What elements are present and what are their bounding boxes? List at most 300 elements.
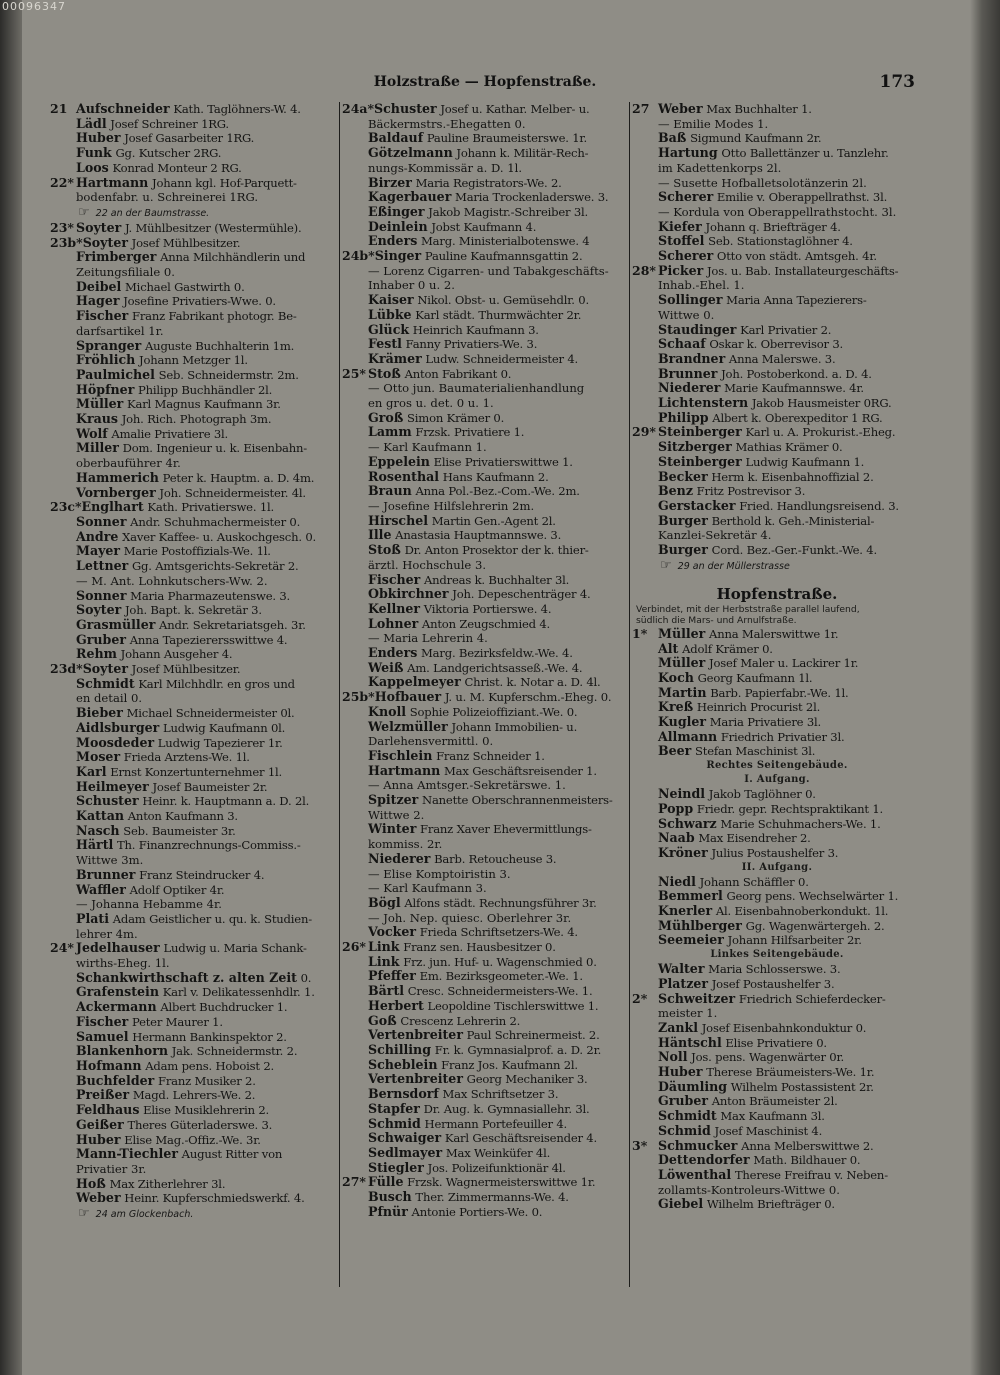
resident-surname: Busch: [368, 1189, 412, 1205]
resident-surname: Bernsdorf: [368, 1086, 439, 1102]
directory-entry: [342, 1058, 628, 1073]
directory-entry: [632, 1065, 922, 1080]
house-number: 21: [50, 102, 68, 116]
resident-details: Johann k. Militär-Rech-: [456, 146, 589, 161]
resident-details: Joh. Bapt. k. Sekretär 3.: [124, 603, 262, 618]
directory-entry: [50, 530, 338, 545]
resident-details: Mathias Krämer 0.: [735, 440, 843, 455]
resident-details: Andr. Sekretariatsgeh. 3r.: [159, 617, 306, 632]
resident-details: Gg. Kutscher 2RG.: [115, 146, 222, 161]
column-3: [632, 102, 922, 1297]
resident-surname: Hartung: [658, 145, 718, 161]
resident-surname: Fischer: [76, 308, 129, 324]
resident-details: Franz Musiker 2.: [157, 1073, 256, 1088]
directory-entry: [50, 383, 338, 398]
resident-surname: Link: [368, 953, 400, 969]
resident-details: Ernst Konzertunternehmer 1l.: [110, 764, 282, 779]
resident-surname: Jedelhauser: [76, 940, 160, 956]
resident-details: Xaver Kaffee- u. Auskochgesch. 0.: [122, 529, 316, 544]
directory-entry: [632, 337, 922, 352]
resident-surname: Noll: [658, 1049, 688, 1065]
resident-surname: Kreß: [658, 699, 694, 715]
resident-details: Sophie Polizeioffiziant.-We. 0.: [409, 704, 578, 719]
resident-surname: Pfnür: [368, 1203, 408, 1219]
book-binding-shadow: [0, 0, 22, 1375]
resident-details: Josef u. Kathar. Melber- u.: [440, 102, 590, 116]
note-text: 24 am Glockenbach.: [95, 1209, 194, 1221]
resident-surname: Philipp: [658, 409, 709, 425]
section-subheading: I. Aufgang.: [744, 774, 810, 786]
resident-surname: Schmucker: [658, 1137, 738, 1153]
resident-surname: Benz: [658, 483, 693, 499]
resident-surname: Goß: [368, 1012, 397, 1028]
resident-details: Gg. Wagenwärtergeh. 2.: [745, 918, 885, 933]
resident-details: Andr. Schuhmachermeister 0.: [130, 514, 301, 529]
directory-entry: [632, 455, 922, 470]
resident-surname: Link: [368, 939, 400, 955]
directory-entry: [50, 794, 338, 809]
resident-surname: Sedlmayer: [368, 1144, 443, 1160]
resident-details: Jos. u. Bab. Installateurgeschäfts-: [706, 263, 899, 278]
resident-details: Hermann Bankinspektor 2.: [132, 1029, 287, 1044]
resident-details: Jobst Kaufmann 4.: [431, 219, 537, 234]
column-3-entries-a: [632, 102, 922, 574]
street-description-line: südlich die Mars- und Arnulfstraße.: [636, 615, 797, 627]
resident-details: Al. Eisenbahnoberkondukt. 1l.: [715, 904, 889, 919]
house-number: 1*: [632, 625, 648, 641]
resident-surname: Burger: [658, 542, 708, 558]
directory-entry: [632, 671, 922, 686]
entry-continuation: lehrer 4m.: [76, 926, 138, 941]
resident-details: Joh. Rich. Photograph 3m.: [121, 412, 272, 427]
resident-details: Maria Registrators-We. 2.: [415, 175, 562, 190]
resident-surname: Weber: [76, 1190, 121, 1206]
directory-entry: [342, 1190, 628, 1205]
resident-surname: Lichtenstern: [658, 395, 749, 411]
directory-entry: [342, 793, 628, 808]
directory-entry: [342, 999, 628, 1014]
resident-details: Anna Tapezierersswittwe 4.: [129, 632, 288, 647]
resident-surname: Lamm: [368, 424, 412, 440]
resident-details: Josef Mühlbesitzer.: [131, 235, 241, 250]
resident-surname: Schweitzer: [658, 990, 736, 1006]
entry-continuation: oberbauführer 4r.: [76, 456, 181, 471]
entry-continuation: — Anna Amtsger.-Sekretärswe. 1.: [368, 778, 566, 793]
house-number: 29*: [632, 424, 656, 440]
directory-entry: [50, 559, 338, 574]
resident-details: Michael Gastwirth 0.: [125, 279, 245, 294]
resident-surname: Enders: [368, 233, 418, 249]
house-number: 25*: [342, 365, 366, 381]
resident-surname: Fischlein: [368, 747, 433, 763]
directory-entry: [342, 896, 628, 911]
street-corner-note: [50, 205, 338, 221]
resident-details: Philipp Buchhändler 2l.: [138, 382, 273, 397]
resident-surname: Moosdeder: [76, 734, 155, 750]
entry-continuation: im Kadettenkorps 2l.: [658, 160, 782, 175]
resident-details: Adolf Optiker 4r.: [129, 882, 225, 897]
directory-entry: [342, 543, 628, 558]
resident-details: Jakob Magistr.-Schreiber 3l.: [428, 204, 589, 219]
resident-surname: Kattan: [76, 808, 125, 824]
resident-details: Max Zitherlehrer 3l.: [109, 1176, 226, 1191]
entry-continuation: ärztl. Hochschule 3.: [368, 557, 487, 572]
resident-details: Adam pens. Hoboist 2.: [145, 1059, 275, 1073]
resident-surname: Brunner: [658, 365, 718, 381]
resident-details: Maria Anna Tapezierers-: [726, 293, 867, 308]
entry-continuation: — Otto jun. Baumaterialienhandlung: [368, 381, 585, 396]
resident-details: Fritz Postrevisor 3.: [696, 484, 806, 499]
directory-entry: [50, 250, 338, 265]
resident-surname: Knoll: [368, 703, 407, 719]
resident-surname: Wolf: [76, 425, 108, 441]
resident-details: Dr. Aug. k. Gymnasiallehr. 3l.: [423, 1101, 590, 1116]
resident-details: Magd. Lehrers-We. 2.: [132, 1088, 256, 1103]
directory-entry: [632, 220, 922, 235]
directory-entry: [632, 1094, 922, 1109]
entry-continuation: Wittwe 3m.: [76, 853, 144, 868]
resident-details: Adam Geistlicher u. qu. k. Studien-: [112, 911, 312, 926]
directory-entry: [342, 337, 628, 352]
resident-surname: Lübke: [368, 306, 412, 322]
directory-entry: [632, 992, 922, 1007]
resident-surname: Feldhaus: [76, 1102, 140, 1118]
resident-details: Heinrich Procurist 2l.: [696, 700, 821, 715]
directory-entry: [50, 824, 338, 839]
house-number: 28*: [632, 262, 656, 278]
resident-details: Heinr. k. Hauptmann a. D. 2l.: [142, 794, 310, 809]
house-number: 24a*: [342, 102, 375, 116]
resident-details: Nanette Oberschrannenmeisters-: [422, 793, 613, 808]
directory-entry: [50, 883, 338, 898]
resident-surname: Hammerich: [76, 469, 159, 485]
directory-entry: [342, 220, 628, 235]
entry-continuation: zollamts-Kontroleurs-Wittwe 0.: [658, 1182, 840, 1197]
resident-surname: Picker: [658, 262, 704, 278]
resident-surname: Aufschneider: [76, 102, 170, 116]
directory-entry: [632, 293, 922, 308]
resident-details: Max Weinküfer 4l.: [445, 1145, 551, 1160]
resident-surname: Platzer: [658, 975, 709, 991]
directory-entry: [50, 486, 338, 501]
resident-surname: Schmidt: [76, 675, 135, 691]
entry-continuation: Wittwe 2.: [368, 807, 425, 822]
resident-surname: Schankwirthschaft z. alten Zeit: [76, 969, 297, 985]
resident-surname: Däumling: [658, 1078, 728, 1094]
directory-entry: [50, 941, 338, 956]
resident-details: Julius Postaushelfer 3.: [711, 845, 839, 860]
directory-entry: [50, 809, 338, 824]
resident-surname: Knerler: [658, 903, 713, 919]
resident-surname: Spranger: [76, 337, 142, 353]
directory-entry: [342, 205, 628, 220]
directory-entry: [342, 720, 628, 735]
resident-details: Heinrich Kaufmann 3.: [412, 322, 539, 337]
resident-details: Michael Schneidermeister 0l.: [126, 706, 295, 721]
directory-entry: [632, 802, 922, 817]
entry-continuation: — Johanna Hebamme 4r.: [76, 897, 222, 912]
resident-details: Cord. Bez.-Ger.-Funkt.-We. 4.: [711, 543, 877, 558]
directory-entry: [632, 656, 922, 671]
resident-details: Math. Bildhauer 0.: [753, 1153, 861, 1168]
resident-surname: Singer: [374, 248, 422, 264]
resident-surname: Müller: [658, 655, 706, 671]
resident-details: Therese Bräumeisters-We. 1r.: [706, 1065, 875, 1080]
directory-entry: [50, 1074, 338, 1089]
resident-details: Elise Privatiere 0.: [725, 1035, 827, 1050]
resident-surname: Vertenbreiter: [368, 1027, 463, 1043]
directory-entry: [50, 441, 338, 456]
directory-entry: [342, 1205, 628, 1220]
directory-entry: [50, 633, 338, 648]
pointing-hand-icon: ☞: [660, 557, 672, 573]
directory-entry: [50, 515, 338, 530]
directory-entry: [632, 919, 922, 934]
page-header: [55, 72, 915, 96]
directory-entry: [50, 1103, 338, 1118]
house-number: 23*: [50, 219, 74, 235]
entry-continuation: en detail 0.: [76, 691, 143, 706]
resident-details: Franz Jos. Kaufmann 2l.: [441, 1057, 578, 1072]
resident-surname: Bieber: [76, 705, 123, 721]
resident-details: Pauline Braumeisterswe. 1r.: [426, 131, 587, 146]
resident-details: Joh. Schneidermeister. 4l.: [159, 485, 306, 500]
directory-entry: [50, 971, 338, 986]
house-number: 23d*: [50, 661, 83, 677]
resident-details: Karl Privatier 2.: [740, 322, 832, 337]
resident-details: Johann Immobilien- u.: [451, 719, 578, 734]
directory-entry: [50, 1044, 338, 1059]
resident-surname: Dettendorfer: [658, 1152, 750, 1168]
resident-surname: Blankenhorn: [76, 1043, 168, 1059]
resident-details: Ther. Zimmermanns-We. 4.: [415, 1190, 569, 1205]
resident-surname: Fülle: [368, 1174, 404, 1190]
directory-entry: [632, 102, 922, 117]
resident-surname: Samuel: [76, 1028, 129, 1044]
resident-details: Martin Gen.-Agent 2l.: [431, 513, 556, 528]
directory-entry: [342, 1131, 628, 1146]
directory-entry: [342, 822, 628, 837]
directory-entry: [632, 1050, 922, 1065]
directory-entry: [632, 1124, 922, 1139]
resident-surname: Beer: [658, 743, 692, 759]
resident-surname: Braun: [368, 483, 412, 499]
directory-entry: [50, 662, 338, 677]
resident-surname: Koch: [658, 669, 694, 685]
resident-surname: Heilmeyer: [76, 778, 149, 794]
directory-entry: [342, 102, 628, 117]
resident-surname: Mühlberger: [658, 917, 742, 933]
resident-details: Leopoldine Tischlerswittwe 1.: [427, 998, 599, 1013]
entry-continuation: en gros u. det. 0 u. 1.: [368, 396, 494, 411]
directory-entry: [632, 627, 922, 642]
entry-continuation: — M. Ant. Lohnkutschers-Ww. 2.: [76, 573, 268, 588]
resident-surname: Brandner: [658, 350, 726, 366]
resident-surname: Spitzer: [368, 792, 419, 808]
resident-details: Andreas k. Buchhalter 3l.: [423, 572, 570, 587]
resident-surname: Mayer: [76, 543, 121, 559]
directory-entry: [342, 1175, 628, 1190]
resident-details: Fr. k. Gymnasialprof. a. D. 2r.: [434, 1043, 602, 1057]
directory-entry: [342, 573, 628, 588]
resident-details: Jakob Hausmeister 0RG.: [751, 396, 892, 411]
directory-entry: [50, 131, 338, 146]
resident-details: Antonie Portiers-We. 0.: [411, 1204, 543, 1219]
entry-continuation: meister 1.: [658, 1006, 718, 1021]
directory-entry: [632, 846, 922, 861]
directory-entry: [632, 367, 922, 382]
resident-details: Ludw. Schneidermeister 4.: [425, 351, 578, 366]
directory-entry: [632, 730, 922, 745]
resident-details: Heinr. Kupferschmiedswerkf. 4.: [124, 1191, 305, 1206]
entry-continuation: Inhab.-Ehel. 1.: [658, 278, 745, 293]
resident-surname: Vocker: [368, 924, 417, 940]
resident-surname: Soyter: [76, 602, 122, 618]
resident-surname: Miller: [76, 440, 119, 456]
pointing-hand-icon: ☞: [78, 1206, 90, 1222]
directory-entry: [50, 912, 338, 927]
directory-entry: [50, 677, 338, 692]
resident-surname: Buchfelder: [76, 1072, 155, 1088]
resident-surname: Aidlsburger: [76, 719, 160, 735]
directory-entry: [50, 102, 338, 117]
resident-surname: Löwenthal: [658, 1167, 732, 1182]
resident-details: Seb. Baumeister 3r.: [123, 823, 236, 838]
directory-entry: [342, 852, 628, 867]
resident-surname: Fischer: [368, 571, 421, 587]
resident-details: Fanny Privatiers-We. 3.: [405, 337, 538, 352]
resident-details: Johann q. Briefträger 4.: [705, 219, 841, 234]
resident-surname: Schaaf: [658, 336, 706, 352]
directory-entry: [342, 749, 628, 764]
resident-details: Jak. Schneidermstr. 2.: [171, 1044, 298, 1059]
entry-continuation: Kanzlei-Sekretär 4.: [658, 528, 772, 543]
resident-surname: Schuster: [76, 793, 139, 809]
directory-entry: [50, 339, 338, 354]
resident-surname: Huber: [76, 130, 121, 146]
resident-surname: Nasch: [76, 822, 120, 838]
resident-surname: Gruber: [658, 1093, 708, 1109]
resident-details: Karl v. Delikatessenhdlr. 1.: [162, 985, 315, 1000]
resident-surname: Geißer: [76, 1116, 124, 1132]
resident-surname: Bemmerl: [658, 888, 723, 904]
column-3-entries-d: [632, 875, 922, 949]
directory-entry: [342, 617, 628, 632]
resident-details: Th. Finanzrechnungs-Commiss.-: [116, 838, 301, 853]
resident-details: Maria Privatiere 3l.: [709, 715, 821, 730]
resident-surname: Groß: [368, 409, 404, 425]
resident-details: Max Schriftsetzer 3.: [442, 1087, 559, 1102]
entry-continuation: Bäckermstrs.-Ehegatten 0.: [368, 116, 526, 131]
resident-details: Auguste Buchhalterin 1m.: [145, 338, 295, 353]
directory-entry: [50, 161, 338, 176]
directory-entry: [50, 750, 338, 765]
directory-entry: [50, 176, 338, 191]
resident-details: Maria Schlosserswe. 3.: [708, 962, 841, 977]
resident-details: Viktoria Portierswe. 4.: [423, 601, 552, 616]
column-2: [342, 102, 628, 1297]
directory-entry: [632, 381, 922, 396]
directory-entry: [342, 940, 628, 955]
resident-surname: Götzelmann: [368, 145, 453, 161]
entry-continuation: Zeitungsfiliale 0.: [76, 265, 175, 280]
resident-surname: Hager: [76, 293, 120, 309]
directory-entry: [50, 146, 338, 161]
directory-entry: [632, 543, 922, 558]
directory-entry: [342, 925, 628, 940]
house-number: 27: [632, 102, 650, 116]
column-divider: [629, 102, 630, 1287]
resident-surname: Schwaiger: [368, 1130, 442, 1146]
resident-details: Simon Krämer 0.: [407, 410, 505, 425]
scan-id: 00096347: [2, 0, 66, 13]
directory-entry: [632, 1021, 922, 1036]
entry-continuation: — Karl Kaufmann 3.: [368, 881, 487, 896]
resident-details: Elise Privatierswittwe 1.: [433, 454, 573, 469]
resident-surname: Walter: [658, 961, 705, 977]
resident-details: Karl Geschäftsreisender 4.: [444, 1131, 597, 1146]
resident-details: Seb. Stationstaglöhner 4.: [708, 234, 853, 249]
resident-surname: Burger: [658, 512, 708, 528]
directory-entry: [342, 352, 628, 367]
resident-details: Josef Gasarbeiter 1RG.: [124, 131, 255, 146]
page-number: 173: [879, 72, 915, 92]
resident-details: Alfons städt. Rechnungsführer 3r.: [404, 895, 597, 910]
resident-details: Hermann Portefeuiller 4.: [424, 1116, 568, 1131]
resident-details: Josef Postaushelfer 3.: [711, 976, 835, 991]
resident-surname: Weber: [658, 102, 703, 116]
resident-details: Anna Malerswe. 3.: [728, 351, 836, 366]
resident-surname: Härtl: [76, 837, 114, 853]
resident-surname: Eßinger: [368, 203, 425, 219]
resident-details: 0.: [300, 970, 312, 985]
resident-surname: Scheblein: [368, 1056, 438, 1072]
resident-surname: Kröner: [658, 844, 708, 860]
resident-details: Paul Schreinermeist. 2.: [466, 1028, 600, 1043]
resident-details: Jos. Polizeifunktionär 4l.: [427, 1160, 566, 1175]
resident-details: Josef Eisenbahnkonduktur 0.: [701, 1020, 867, 1035]
directory-entry: [342, 646, 628, 661]
directory-entry: [50, 368, 338, 383]
resident-details: Dom. Ingenieur u. k. Eisenbahn-: [122, 441, 308, 456]
directory-entry: [50, 706, 338, 721]
directory-entry: [632, 1036, 922, 1051]
resident-surname: Weiß: [368, 659, 404, 675]
resident-surname: Baldauf: [368, 130, 424, 146]
resident-details: Franz Steindrucker 4.: [139, 867, 265, 882]
directory-entry: [50, 1191, 338, 1206]
section-subheading: II. Aufgang.: [741, 861, 813, 873]
resident-surname: Glück: [368, 321, 410, 337]
resident-details: August Ritter von: [181, 1147, 283, 1162]
entry-continuation: nungs-Kommissär a. D. 1l.: [368, 160, 523, 175]
directory-entry: [632, 1139, 922, 1154]
resident-surname: Obkirchner: [368, 586, 449, 602]
resident-surname: Hofbauer: [374, 689, 442, 705]
directory-entry: [632, 700, 922, 715]
entry-continuation: wirths-Eheg. 1l.: [76, 956, 170, 971]
directory-entry: [50, 1088, 338, 1103]
resident-details: Emilie v. Oberappellrathst. 3l.: [716, 190, 888, 205]
resident-surname: Stapfer: [368, 1100, 420, 1116]
resident-surname: Schwarz: [658, 815, 717, 831]
note-text: 22 an der Baumstrasse.: [95, 207, 210, 219]
resident-surname: Kappelmeyer: [368, 674, 461, 690]
resident-details: Wilhelm Briefträger 0.: [706, 1197, 835, 1212]
resident-surname: Sitzberger: [658, 439, 732, 455]
directory-entry: [632, 514, 922, 529]
directory-entry: [632, 977, 922, 992]
